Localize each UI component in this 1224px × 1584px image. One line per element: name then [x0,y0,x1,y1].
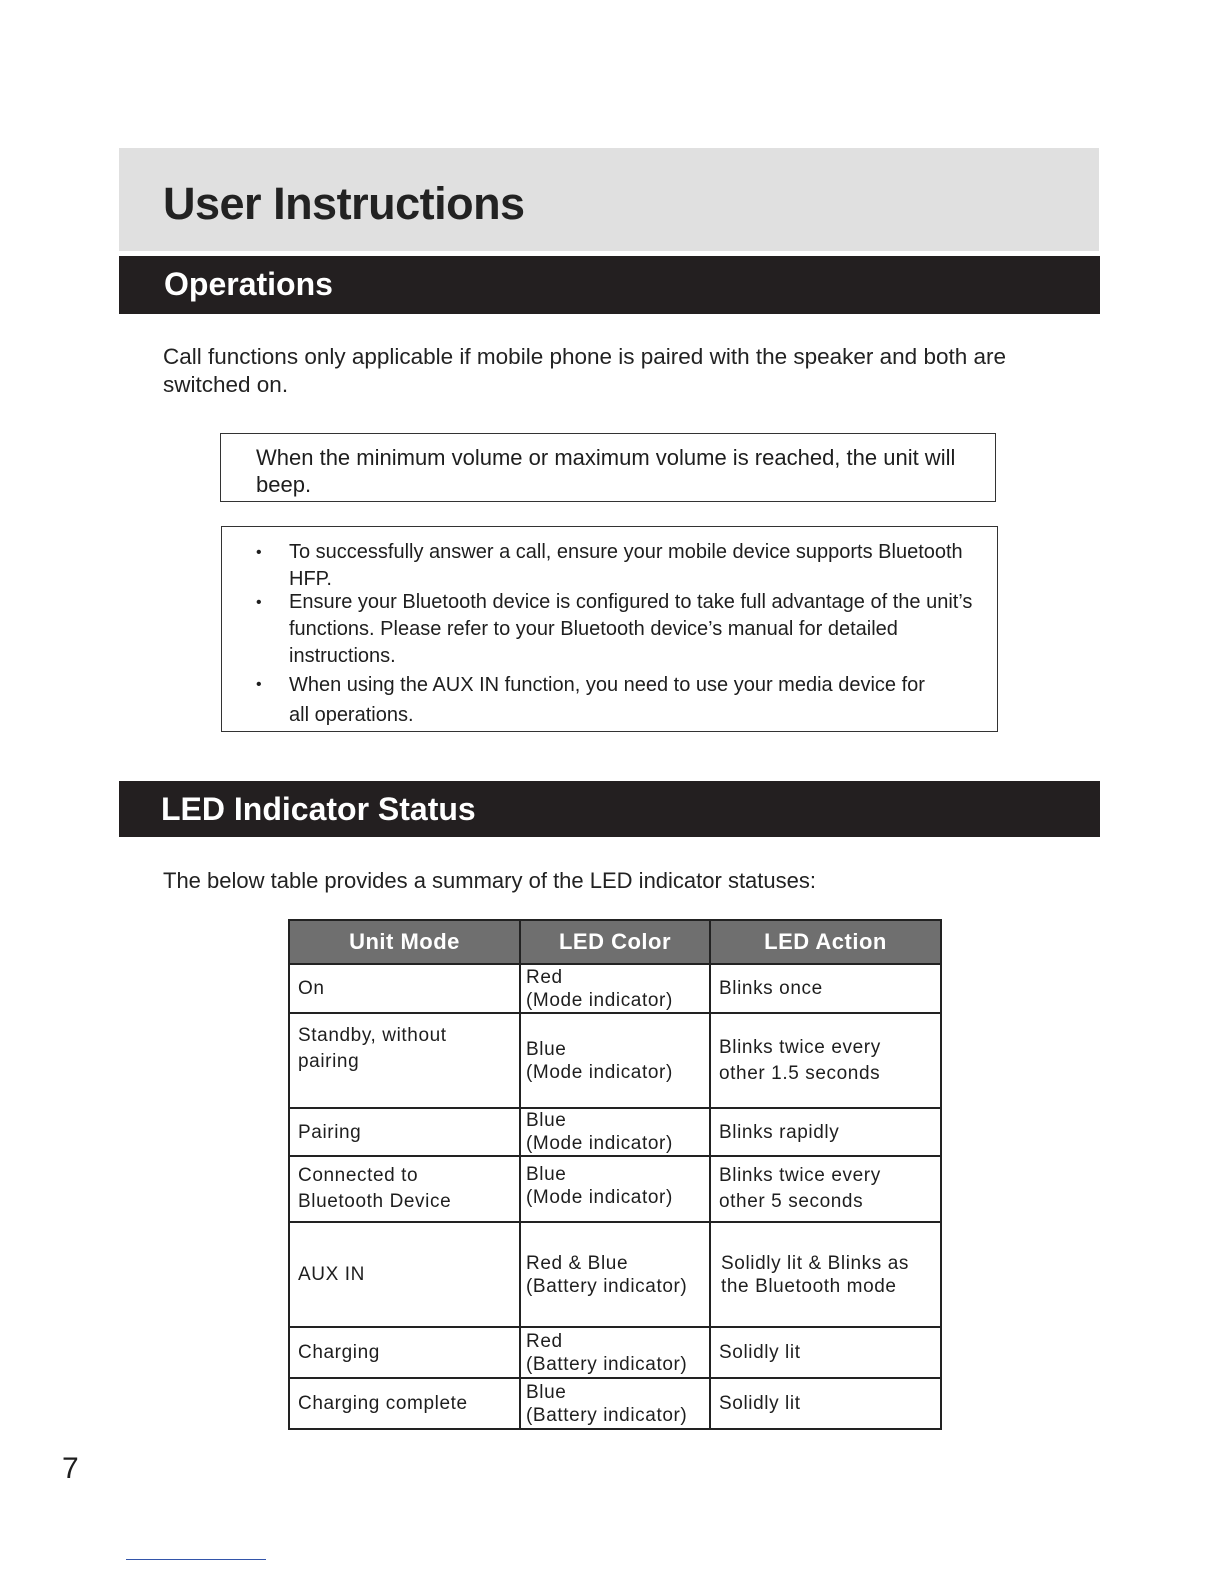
led-action-cell: Solidly lit [710,1327,941,1378]
led-indicator: (Mode indicator) [526,1133,673,1154]
table-row [289,964,941,1013]
title-band [119,148,1099,251]
volume-note-box [220,433,996,502]
table-row [289,1156,941,1222]
unit-mode-cell: On [289,964,520,1013]
unit-mode-cell: Charging complete [289,1378,520,1429]
led-status-table [288,919,942,1430]
led-indicator: (Mode indicator) [526,1187,673,1208]
led-action-cell: Blinks twice every other 5 seconds [710,1156,941,1222]
unit-mode-cell: Standby, without pairing [289,1013,520,1108]
footer-divider [126,1559,266,1560]
unit-mode-cell: AUX IN [289,1222,520,1327]
led-color-cell [520,1156,710,1222]
led-color: Blue [526,1110,567,1131]
unit-mode-cell: Connected to Bluetooth Device [289,1156,520,1222]
tips-box [221,526,998,732]
led-indicator: (Battery indicator) [526,1353,688,1375]
led-color: Blue [526,1381,567,1403]
led-color: Red & Blue [526,1252,629,1274]
unit-mode-cell: Pairing [289,1108,520,1156]
led-table-intro: The below table provides a summary of the LED indicator statuses: [163,868,816,893]
unit-mode-cell: Charging [289,1327,520,1378]
header-unit-mode: Unit Mode [289,920,520,964]
table-row [289,1378,941,1429]
tip-item: • When using the AUX IN function, you need to use your media device for all operations. [289,670,949,730]
led-action-cell: Blinks twice every other 1.5 seconds [710,1013,941,1108]
led-action-cell: Solidly lit & Blinks as the Bluetooth mode [710,1222,941,1327]
led-color-cell [520,1378,710,1429]
tip-item: • Ensure your Bluetooth device is configured to take full advantage of the unit’s functions. Please refer to your Bluetooth device’s manual for detailed instructions. [289,589,989,670]
volume-note-text: When the minimum volume or maximum volume is reached, the unit will beep. [256,445,956,497]
led-action-cell: Blinks rapidly [710,1108,941,1156]
table-row [289,1108,941,1156]
table-row [289,1327,941,1378]
operations-intro: Call functions only applicable if mobile phone is paired with the speaker and both are switched on. [163,344,1007,397]
led-color-cell [520,1222,710,1327]
led-color: Blue [526,1164,567,1185]
header-led-action: LED Action [710,920,941,964]
led-color-cell [520,1327,710,1378]
tip-item: • To successfully answer a call, ensure your mobile device supports Bluetooth HFP. [289,539,989,593]
led-status-title: LED Indicator Status [161,791,476,827]
header-led-color: LED Color [520,920,710,964]
led-color-cell [520,964,710,1013]
led-action-cell: Solidly lit [710,1378,941,1429]
led-color: Blue [526,1038,567,1060]
page-title: User Instructions [163,178,525,229]
table-row [289,1222,941,1327]
led-indicator: (Mode indicator) [526,989,673,1011]
led-color: Red [526,966,563,988]
table-row [289,1013,941,1108]
led-indicator: (Battery indicator) [526,1404,688,1426]
led-indicator: (Battery indicator) [526,1275,688,1297]
page-number: 7 [62,1452,79,1485]
led-action-cell: Blinks once [710,964,941,1013]
led-status-header [119,781,1100,837]
led-indicator: (Mode indicator) [526,1061,673,1083]
operations-title: Operations [164,266,333,302]
operations-header [119,256,1100,314]
table-header-row [289,920,941,964]
led-color-cell [520,1013,710,1108]
led-color: Red [526,1330,563,1352]
led-color-cell [520,1108,710,1156]
